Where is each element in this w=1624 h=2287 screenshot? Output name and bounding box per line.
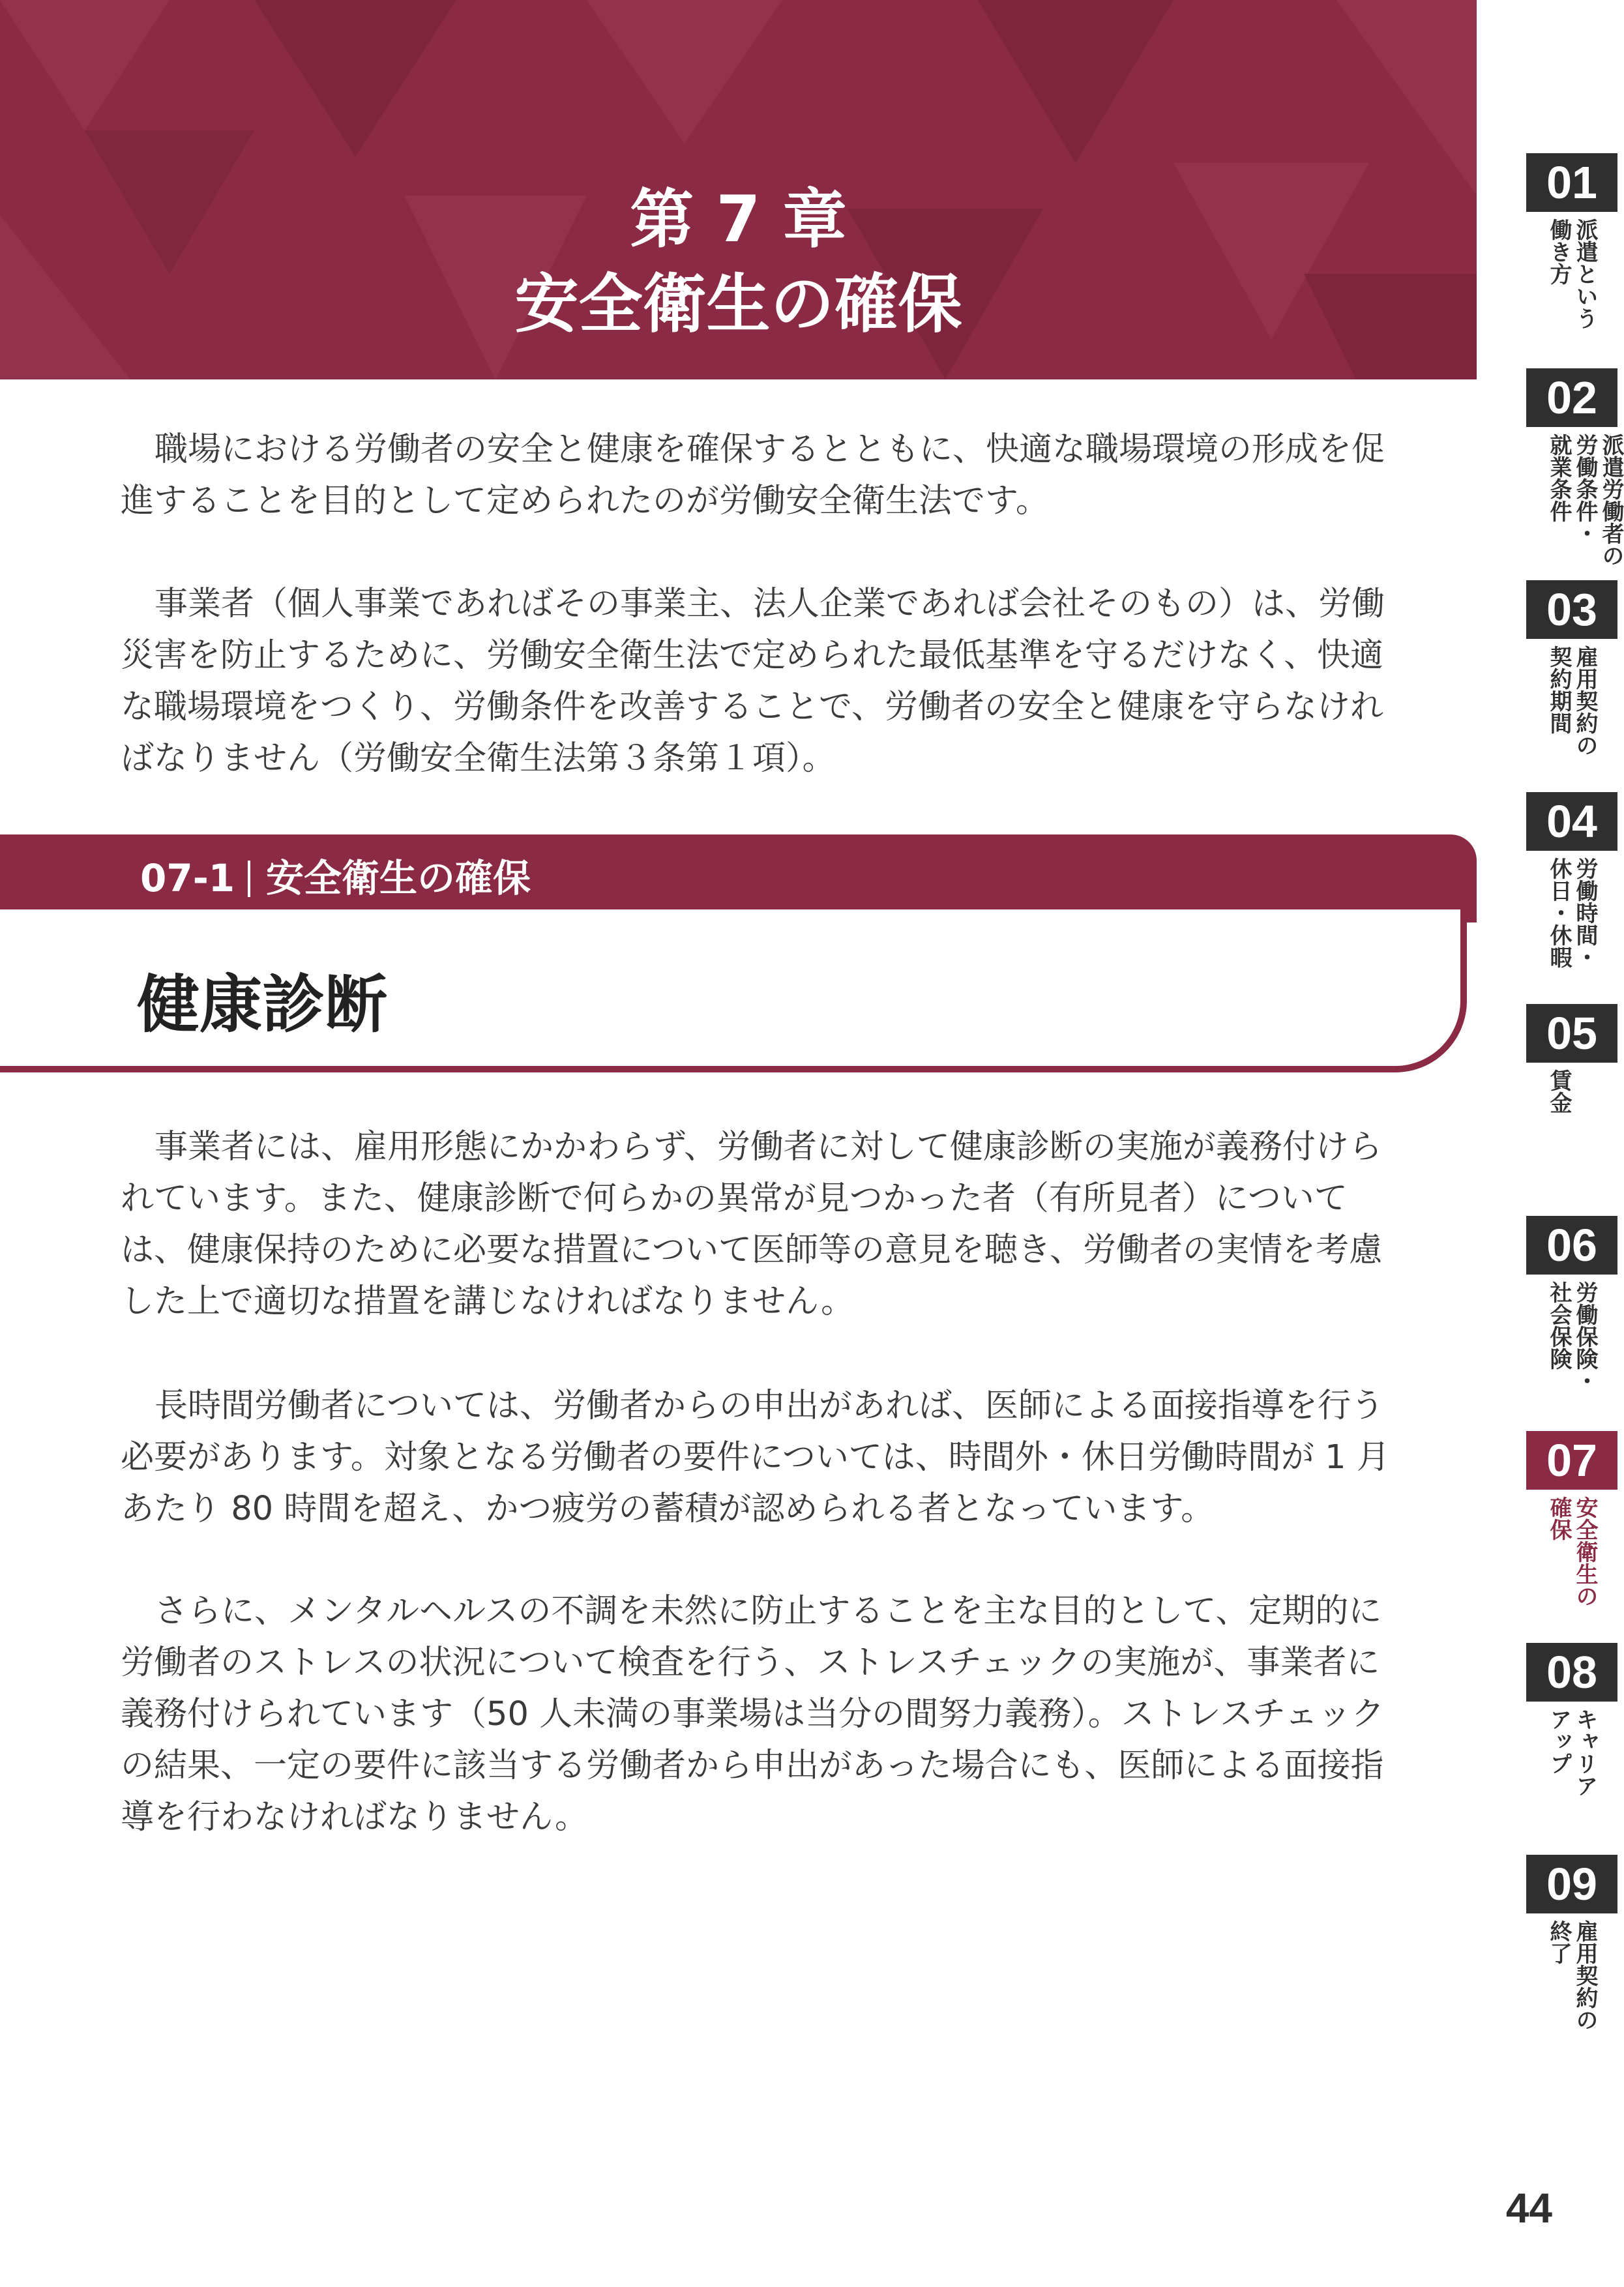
tab-number: 04 — [1526, 792, 1617, 851]
section-heading: 健康診断 — [137, 968, 387, 1041]
tab-label: 派遣労働者の 労働条件・ 就業条件 — [1546, 434, 1624, 567]
tab-label: 雇用契約の 契約期間 — [1546, 645, 1598, 756]
body-paragraph-1: 事業者には、雇用形態にかかわらず、労働者に対して健康診断の実施が義務付けられています。また、健康診断で何らかの異常が見つかった者（有所見者）については、健康保持のために必要な措置について医師等の意見を聴き、労働者の実情を考慮した上で適切な措置を講じなければなりません。 — [121, 1128, 1382, 1321]
tab-number: 02 — [1526, 368, 1617, 427]
section-number: 07-1 — [140, 856, 235, 900]
section-name: 安全衛生の確保 — [266, 856, 531, 900]
intro-paragraph-2: 事業者（個人事業であればその事業主、法人企業であれば会社そのもの）は、労働災害を防止するために、労働安全衛生法で定められた最低基準を守るだけなく、快適な職場環境をつくり、労働条件を改善することで、労働者の安全と健康を守らなければなりません（労働安全衛生法第３条第１項）。 — [121, 585, 1385, 778]
tab-label: 労働保険・ 社会保険 — [1546, 1281, 1598, 1392]
tab-label: キャリア アップ — [1546, 1708, 1598, 1797]
tab-label-active: 安全衛生の 確保 — [1546, 1496, 1598, 1607]
body-paragraph-2: 長時間労働者については、労働者からの申出があれば、医師による面接指導を行う必要があります。対象となる労働者の要件については、時間外・休日労働時間が 1 月あたり 80 時間を超え、かつ疲労の蓄積が認められる者となっています。 — [121, 1387, 1390, 1528]
tab-label: 労働時間・ 休日・休暇 — [1546, 857, 1598, 968]
tab-number: 01 — [1526, 153, 1617, 212]
tab-number: 06 — [1526, 1216, 1617, 1275]
tab-label: 賃金 — [1546, 1069, 1572, 1114]
tab-label: 雇用契約の 終了 — [1546, 1920, 1598, 2031]
tab-number: 05 — [1526, 1004, 1617, 1063]
tab-number: 08 — [1526, 1643, 1617, 1702]
page-number: 44 — [1505, 2185, 1552, 2232]
chapter-banner — [0, 0, 1477, 379]
body-paragraph-3: さらに、メンタルヘルスの不調を未然に防止することを主な目的として、定期的に労働者のストレスの状況について検査を行う、ストレスチェックの実施が、事業者に義務付けられています（50 人未満の事業場は当分の間努力義務）。ストレスチェックの結果、一定の要件に該当する労働者から申出があった場合にも、医師による面接指導を行わなければなりません。 — [121, 1592, 1385, 1837]
tab-number-active: 07 — [1526, 1431, 1617, 1490]
chapter-title: 安全衛生の確保 — [514, 267, 962, 342]
chapter-number: 第 7 章 — [630, 183, 847, 257]
intro-paragraph-1: 職場における労働者の安全と健康を確保するとともに、快適な職場環境の形成を促進することを目的として定められたのが労働安全衛生法です。 — [121, 430, 1385, 520]
tab-number: 09 — [1526, 1855, 1617, 1913]
tab-number: 03 — [1526, 580, 1617, 639]
section-separator — [248, 861, 250, 897]
tab-label: 派遣という 働き方 — [1546, 218, 1598, 329]
